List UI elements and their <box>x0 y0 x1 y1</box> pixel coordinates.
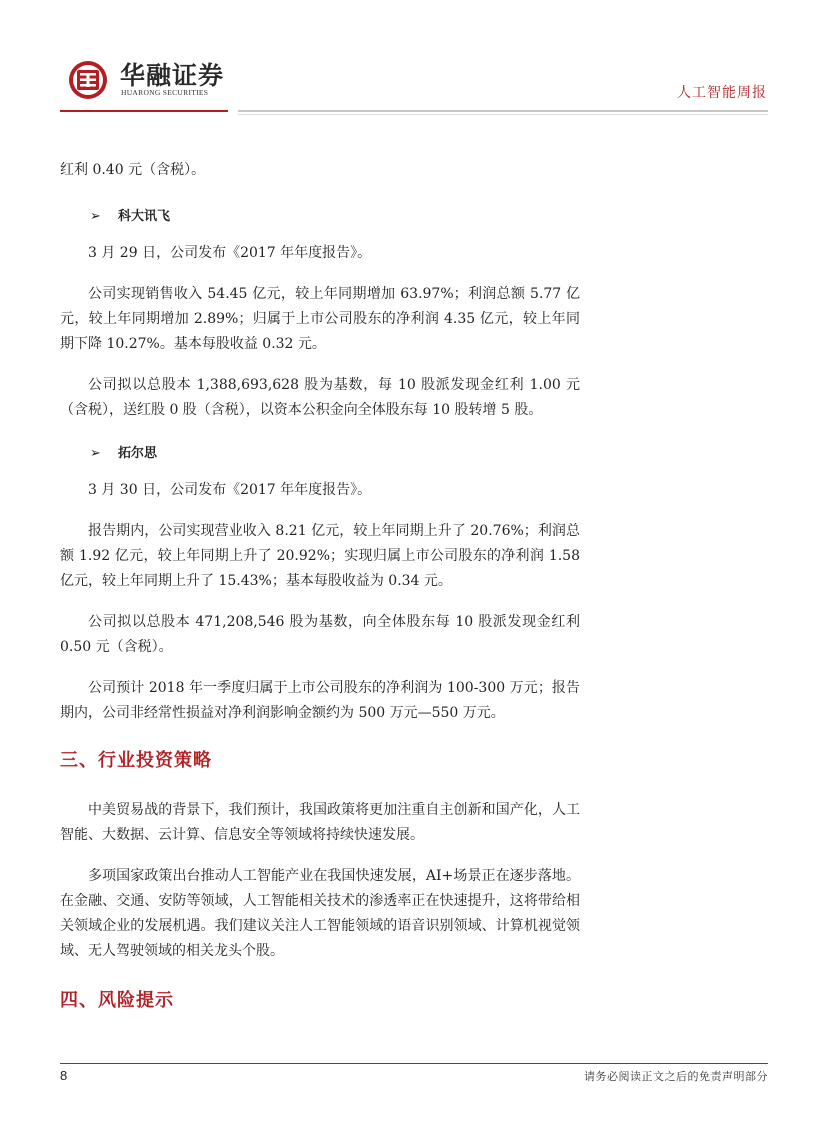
header-rule-gray <box>238 110 768 112</box>
paragraph-trs-results: 报告期内，公司实现营业收入 8.21 亿元，较上年同期上升了 20.76%；利润总额 1.92 亿元，较上年同期上升了 20.92%；实现归属上市公司股东的净利润 1.58 亿元，较上年同期上升了 15.43%；基本每股收益为 0.34 元。 <box>60 523 580 589</box>
logo-chinese-name: 华融证券 <box>120 61 225 90</box>
paragraph-trs-date: 3 月 30 日，公司发布《2017 年年度报告》。 <box>88 482 372 498</box>
paragraph-iflytek-results: 公司实现销售收入 54.45 亿元，较上年同期增加 63.97%；利润总额 5.77 亿元，较上年同期增加 2.89%；归属于上市公司股东的净利润 4.35 亿元，较上年同期下降 10.27%。基本每股收益 0.32 元。 <box>60 286 580 352</box>
paragraph-strategy-policy: 中美贸易战的背景下，我们预计，我国政策将更加注重自主创新和国产化，人工智能、大数据、云计算、信息安全等领域将持续快速发展。 <box>60 802 580 843</box>
page-header <box>0 0 827 120</box>
report-type-label: 人工智能周报 <box>677 85 767 101</box>
company-heading-trs <box>90 441 580 466</box>
arrow-bullet-icon: ➢ <box>90 209 101 224</box>
section-title-investment-strategy: 三、行业投资策略 <box>60 750 212 771</box>
page-number: 8 <box>60 1068 68 1083</box>
paragraph-iflytek-date: 3 月 29 日，公司发布《2017 年年度报告》。 <box>88 245 372 261</box>
page-content <box>60 158 580 1016</box>
paragraph-iflytek-dividend: 公司拟以总股本 1,388,693,628 股为基数，每 10 股派发现金红利 1.00 元（含税），送红股 0 股（含税），以资本公积金向全体股东每 10 股转增 5 股。 <box>60 377 580 418</box>
header-rule-gray-thin <box>238 114 768 115</box>
footer-disclaimer: 请务必阅读正文之后的免责声明部分 <box>584 1070 768 1083</box>
section-title-risk-warning: 四、风险提示 <box>60 990 174 1011</box>
huarong-logo-icon <box>68 60 108 100</box>
paragraph-dividend-tail: 红利 0.40 元（含税）。 <box>60 162 206 178</box>
paragraph-strategy-ai: 多项国家政策出台推动人工智能产业在我国快速发展，AI+场景正在逐步落地。在金融、交通、安防等领域，人工智能相关技术的渗透率正在快速提升，这将带给相关领域企业的发展机遇。我们建议关注人工智能领域的语音识别领域、计算机视觉领域、无人驾驶领域的相关龙头个股。 <box>60 868 580 959</box>
company-name: 拓尔思 <box>118 446 158 461</box>
logo-english-name: HUARONG SECURITIES <box>121 88 209 97</box>
paragraph-trs-forecast: 公司预计 2018 年一季度归属于上市公司股东的净利润为 100-300 万元；报告期内，公司非经常性损益对净利润影响金额约为 500 万元—550 万元。 <box>60 680 580 721</box>
arrow-bullet-icon: ➢ <box>90 446 101 461</box>
paragraph-trs-dividend: 公司拟以总股本 471,208,546 股为基数，向全体股东每 10 股派发现金红利 0.50 元（含税）。 <box>60 614 580 655</box>
company-heading-iflytek <box>90 204 580 229</box>
footer-rule <box>60 1063 768 1064</box>
header-rule-red <box>60 110 228 112</box>
company-name: 科大讯飞 <box>118 209 171 224</box>
